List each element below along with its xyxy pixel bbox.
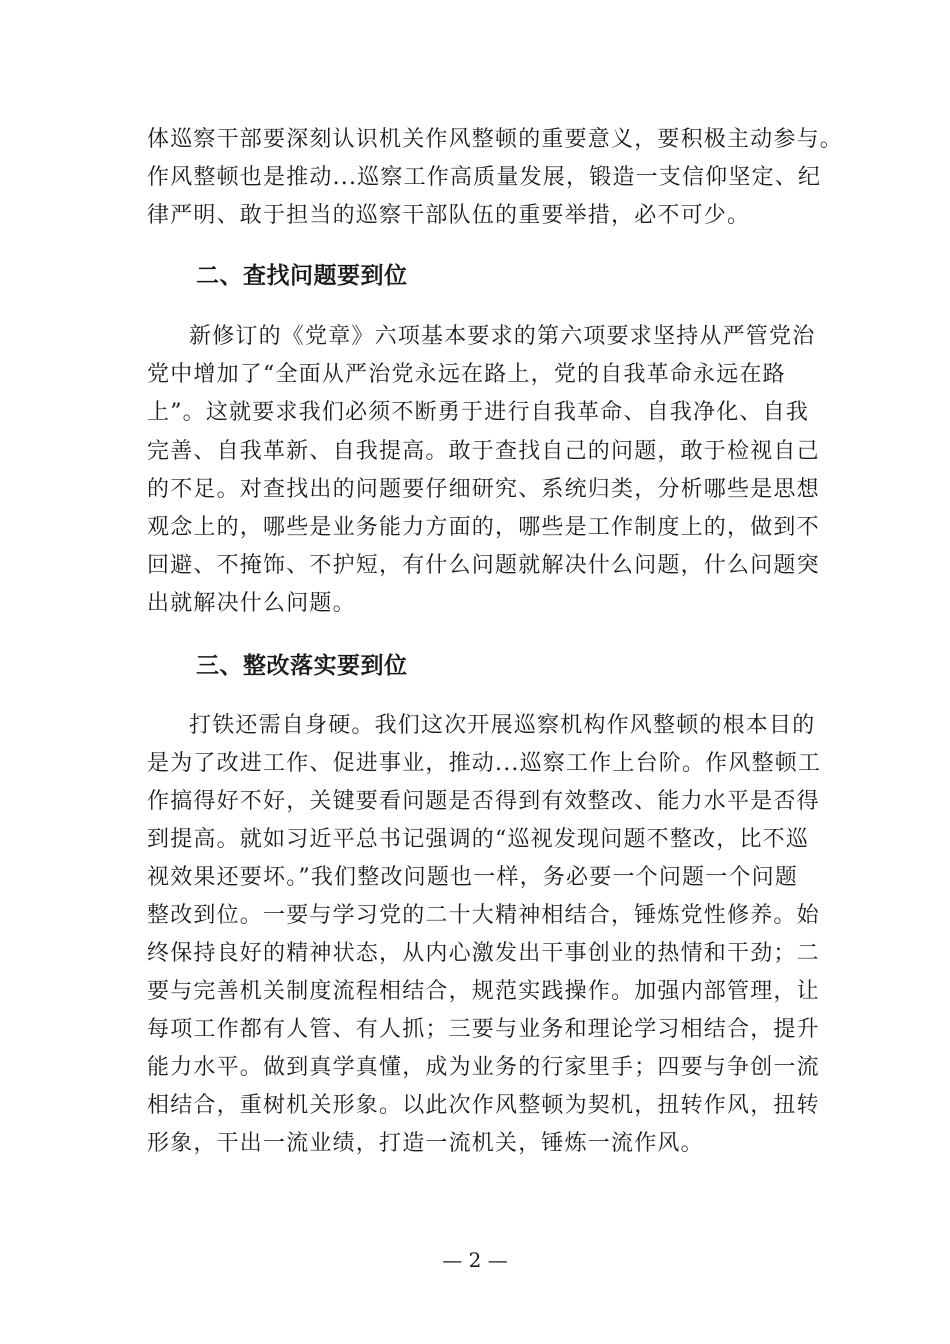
section-heading: 三、整改落实要到位 (196, 653, 408, 679)
section-heading: 二、查找问题要到位 (196, 263, 408, 289)
paragraph-line: 作搞得好不好，关键要看问题是否得到有效整改、能力水平是否得 (147, 789, 820, 814)
paragraph-line: 完善、自我革新、自我提高。敢于查找自己的问题，敢于检视自己 (147, 439, 820, 464)
paragraph-line: 能力水平。做到真学真懂，成为业务的行家里手；四要与争创一流 (147, 1055, 820, 1080)
paragraph-line: 相结合，重树机关形象。以此次作风整顿为契机，扭转作风，扭转 (147, 1093, 820, 1118)
paragraph-line: 新修订的《党章》六项基本要求的第六项要求坚持从严管党治 (189, 324, 816, 349)
paragraph-line: 观念上的，哪些是业务能力方面的，哪些是工作制度上的，做到不 (147, 515, 820, 540)
paragraph-line: 终保持良好的精神状态，从内心激发出干事创业的热情和干劲；二 (147, 941, 820, 966)
paragraph-line: 作风整顿也是推动...巡察工作高质量发展，锻造一支信仰坚定、纪 (147, 165, 822, 190)
page-number: — 2 — (442, 1248, 508, 1272)
paragraph-line: 整改到位。一要与学习党的二十大精神相结合，锤炼党性修养。始 (147, 903, 820, 928)
paragraph-line: 视效果还要坏。”我们整改问题也一样，务必要一个问题一个问题 (147, 865, 799, 890)
paragraph-line: 的不足。对查找出的问题要仔细研究、系统归类，分析哪些是思想 (147, 477, 820, 502)
paragraph-line: 上”。这就要求我们必须不断勇于进行自我革命、自我净化、自我 (147, 400, 810, 425)
paragraph-line: 体巡察干部要深刻认识机关作风整顿的重要意义，要积极主动参与。 (147, 127, 844, 152)
paragraph-line: 是为了改进工作、促进事业，推动...巡察工作上台阶。作风整顿工 (147, 751, 822, 776)
paragraph-line: 回避、不掩饰、不护短，有什么问题就解决什么问题，什么问题突 (147, 553, 820, 578)
paragraph-line: 形象，干出一流业绩，打造一流机关，锤炼一流作风。 (147, 1131, 704, 1156)
paragraph-line: 到提高。就如习近平总书记强调的“巡视发现问题不整改，比不巡 (147, 827, 810, 852)
paragraph-line: 要与完善机关制度流程相结合，规范实践操作。加强内部管理，让 (147, 979, 820, 1004)
paragraph-line: 律严明、敢于担当的巡察干部队伍的重要举措，必不可少。 (147, 203, 751, 228)
paragraph-line: 打铁还需自身硬。我们这次开展巡察机构作风整顿的根本目的 (189, 713, 816, 738)
paragraph-line: 党中增加了“全面从严治党永远在路上，党的自我革命永远在路 (147, 362, 786, 387)
paragraph-line: 出就解决什么问题。 (147, 591, 356, 616)
paragraph-line: 每项工作都有人管、有人抓；三要与业务和理论学习相结合，提升 (147, 1017, 820, 1042)
